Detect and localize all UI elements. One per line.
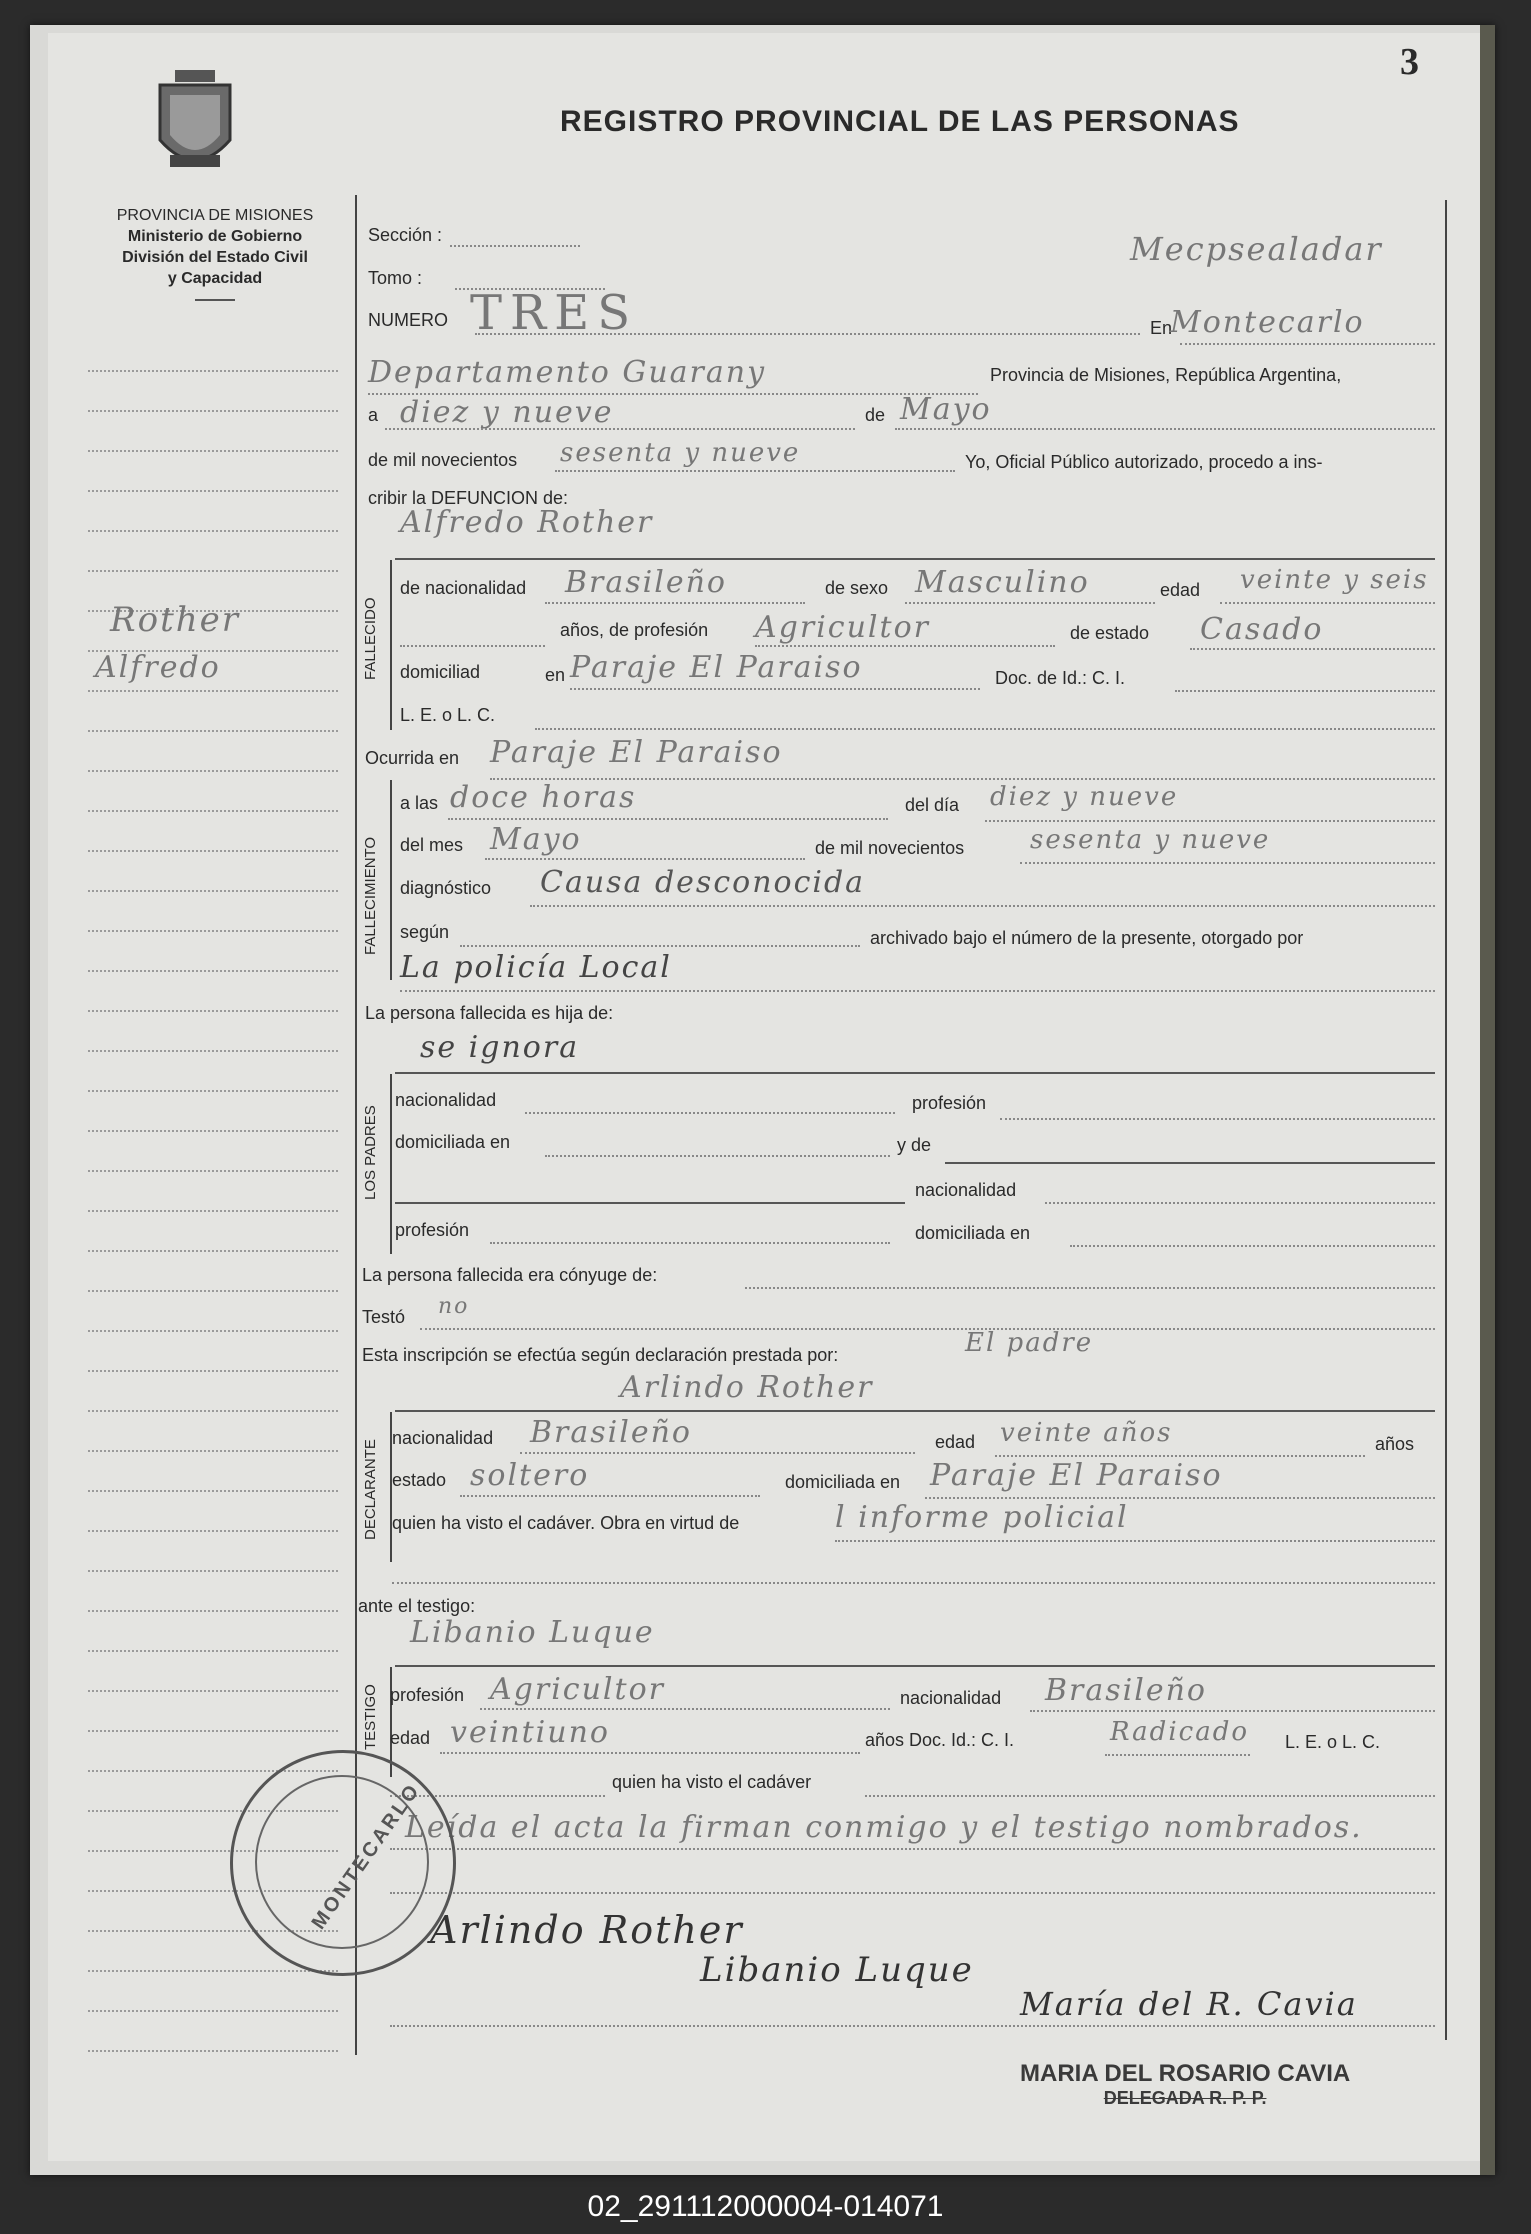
padre-domicilio-line bbox=[545, 1155, 890, 1157]
fallecido-nombre: Alfredo Rother bbox=[400, 505, 654, 540]
numero-line bbox=[475, 333, 1140, 335]
de-mil-nov-label: de mil novecientos bbox=[815, 838, 965, 858]
testigo-nacionalidad-label: nacionalidad bbox=[900, 1688, 1002, 1708]
dec-nacionalidad-value: Brasileño bbox=[530, 1415, 692, 1450]
issuer-province: PROVINCIA DE MISIONES bbox=[116, 207, 314, 224]
nacionalidad-line bbox=[545, 602, 805, 604]
dia-f-value: diez y nueve bbox=[990, 782, 1179, 812]
testo-value: no bbox=[438, 1294, 470, 1319]
anio-f-line bbox=[1020, 862, 1435, 864]
segun-line bbox=[460, 945, 860, 947]
dia-line bbox=[385, 428, 855, 430]
madre-rule bbox=[945, 1162, 1435, 1164]
dec-extra-line bbox=[392, 1582, 1435, 1584]
dec-edad-value: veinte años bbox=[1000, 1418, 1173, 1448]
dec-estado-label: estado bbox=[392, 1470, 447, 1490]
doc-id-label: Doc. de Id.: C. I. bbox=[995, 668, 1126, 688]
madre-nacionalidad-label: nacionalidad bbox=[915, 1180, 1017, 1200]
lugar-value: Montecarlo bbox=[1170, 305, 1365, 340]
diagnostico-label: diagnóstico bbox=[400, 878, 492, 898]
header-signature: Mecpsealadar bbox=[1130, 230, 1383, 268]
dec-edad-line bbox=[995, 1455, 1365, 1457]
testigo-rule bbox=[395, 1665, 1435, 1667]
yo-label: Yo, Oficial Público autorizado, procedo a ins- bbox=[965, 452, 1323, 472]
dec-estado-line bbox=[460, 1495, 760, 1497]
testigo-profesion-value: Agricultor bbox=[490, 1672, 665, 1707]
officer-stamp bbox=[1020, 2060, 1350, 2109]
right-border bbox=[1445, 200, 1447, 2040]
sexo-line bbox=[905, 602, 1155, 604]
ante-testigo-label: ante el testigo: bbox=[358, 1596, 476, 1616]
image-id-caption: 02_291112000004-014071 bbox=[587, 2190, 944, 2223]
signature-declarante: Arlindo Rother bbox=[430, 1908, 744, 1952]
madre-profesion-label: profesión bbox=[395, 1220, 470, 1240]
inscripcion-label: Esta inscripción se efectúa según declaración prestada por: bbox=[362, 1345, 839, 1365]
sexo-value: Masculino bbox=[915, 565, 1090, 600]
profesion-line bbox=[755, 645, 1055, 647]
testo-line bbox=[420, 1328, 1435, 1330]
declara-por-value: El padre bbox=[965, 1328, 1094, 1358]
testigo-doc-label: años Doc. Id.: C. I. bbox=[865, 1730, 1015, 1750]
cribir-label: cribir la DEFUNCION de: bbox=[368, 488, 569, 508]
book-spine bbox=[1480, 25, 1495, 2175]
side-label-padres: LOS PADRES bbox=[362, 1105, 379, 1200]
domicilio-line bbox=[570, 688, 980, 690]
edad-label: edad bbox=[1160, 580, 1201, 600]
anio-f-value: sesenta y nueve bbox=[1030, 825, 1271, 855]
profesion-value: Agricultor bbox=[755, 610, 930, 645]
leida-line2 bbox=[390, 1892, 1435, 1894]
side-label-testigo: TESTIGO bbox=[362, 1684, 379, 1750]
madre-name-rule bbox=[395, 1202, 905, 1204]
visto-t-line2 bbox=[865, 1795, 1435, 1797]
nombre-rule bbox=[395, 558, 1435, 560]
testigo-edad-value: veintiuno bbox=[450, 1715, 610, 1750]
dec-nacionalidad-line bbox=[520, 1452, 915, 1454]
numero-label: NUMERO bbox=[368, 310, 448, 330]
dec-domicilio-line bbox=[925, 1497, 1435, 1499]
madre-profesion-line bbox=[490, 1242, 890, 1244]
officer-name: MARIA DEL ROSARIO CAVIA bbox=[1020, 2060, 1351, 2087]
del-mes-label: del mes bbox=[400, 835, 464, 855]
lugar-line bbox=[1180, 343, 1435, 345]
page-number: 3 bbox=[1400, 41, 1419, 83]
mes-f-line bbox=[485, 858, 805, 860]
edad-line bbox=[1220, 602, 1435, 604]
en-label: En bbox=[1150, 318, 1173, 338]
de-label: de bbox=[865, 405, 886, 425]
dia-f-line bbox=[985, 820, 1435, 822]
dia-value: diez y nueve bbox=[400, 395, 614, 430]
dec-visto-label: quien ha visto el cadáver. Obra en virtud de bbox=[392, 1513, 740, 1533]
anos-prof-label: años, de profesión bbox=[560, 620, 709, 640]
segun-label: según bbox=[400, 922, 450, 942]
ocurrida-label: Ocurrida en bbox=[365, 748, 460, 768]
mes-value: Mayo bbox=[900, 392, 992, 427]
nacionalidad-value: Brasileño bbox=[565, 565, 727, 600]
anio-value: sesenta y nueve bbox=[560, 438, 801, 468]
testigo-value: Libanio Luque bbox=[410, 1615, 655, 1650]
signature-oficial: María del R. Cavia bbox=[1020, 1985, 1358, 2023]
hora-value: doce horas bbox=[450, 780, 637, 815]
y-de-label: y de bbox=[897, 1135, 932, 1155]
fallecimiento-bracket bbox=[390, 780, 392, 980]
tomo-label: Tomo : bbox=[368, 268, 423, 288]
leida-statement: Leída el acta la firman conmigo y el testigo nombrados. bbox=[405, 1810, 1363, 1845]
testigo-nacionalidad-line bbox=[1030, 1710, 1435, 1712]
conyuge-label: La persona fallecida era cónyuge de: bbox=[362, 1265, 658, 1285]
issuer-ministry: Ministerio de Gobierno bbox=[127, 228, 303, 245]
fallecido-bracket bbox=[390, 560, 392, 730]
declarante-rule bbox=[395, 1410, 1435, 1412]
madre-domicilio-line bbox=[1070, 1245, 1435, 1247]
margin-surname: Rother bbox=[110, 600, 241, 640]
sexo-label: de sexo bbox=[825, 578, 889, 598]
estado-line bbox=[1190, 648, 1435, 650]
dec-estado-value: soltero bbox=[470, 1458, 590, 1493]
mes-line bbox=[895, 428, 1435, 430]
padre-profesion-label: profesión bbox=[912, 1093, 987, 1113]
dec-nacionalidad-label: nacionalidad bbox=[392, 1428, 494, 1448]
visto-t-label: quien ha visto el cadáver bbox=[612, 1772, 812, 1792]
signature-testigo: Libanio Luque bbox=[700, 1950, 974, 1990]
issuer-divider bbox=[195, 299, 235, 301]
stamp-text: MONTECARLO bbox=[307, 1778, 425, 1934]
en2-label: en bbox=[545, 665, 566, 685]
seccion-label: Sección : bbox=[368, 225, 443, 245]
side-label-declarante: DECLARANTE bbox=[362, 1439, 379, 1540]
numero-value: TRES bbox=[470, 285, 639, 341]
le-lc-label: L. E. o L. C. bbox=[400, 705, 496, 725]
anio-line bbox=[555, 470, 955, 472]
dec-edad-label: edad bbox=[935, 1432, 976, 1452]
a-label: a bbox=[368, 405, 379, 425]
page-title: REGISTRO PROVINCIAL DE LAS PERSONAS bbox=[560, 105, 1240, 138]
testigo-edad-line bbox=[440, 1752, 860, 1754]
side-label-fallecido: FALLECIDO bbox=[362, 597, 379, 680]
otorgado-line bbox=[400, 990, 1435, 992]
dec-anos-label: años bbox=[1375, 1434, 1415, 1454]
del-dia-label: del día bbox=[905, 795, 960, 815]
testigo-nacionalidad-value: Brasileño bbox=[1045, 1673, 1207, 1708]
nacionalidad-label: de nacionalidad bbox=[400, 578, 527, 598]
padre-nacionalidad-line bbox=[525, 1112, 895, 1114]
dec-domicilio-value: Paraje El Paraiso bbox=[930, 1458, 1223, 1493]
edad-cont-line bbox=[400, 645, 545, 647]
testigo-doc-line bbox=[1105, 1754, 1250, 1756]
diagnostico-line bbox=[530, 905, 1435, 907]
seccion-line bbox=[450, 245, 580, 247]
issuer-division: División del Estado Civil bbox=[122, 249, 308, 266]
testigo-edad-label: edad bbox=[390, 1728, 431, 1748]
ocurrida-value: Paraje El Paraiso bbox=[490, 735, 783, 770]
padre-domicilio-label: domiciliada en bbox=[395, 1132, 511, 1152]
issuer-block bbox=[70, 205, 360, 301]
estado-value: Casado bbox=[1200, 612, 1324, 647]
mes-f-value: Mayo bbox=[490, 822, 582, 857]
margin-firstname: Alfredo bbox=[95, 650, 221, 685]
de-mil-label: de mil novecientos bbox=[368, 450, 518, 470]
padres-bracket bbox=[390, 1074, 392, 1254]
le-lc-line bbox=[535, 728, 1435, 730]
testigo-profesion-line bbox=[480, 1708, 890, 1710]
departamento-value: Departamento Guarany bbox=[368, 355, 767, 390]
madre-domicilio-label: domiciliada en bbox=[915, 1223, 1031, 1243]
hija-de-label: La persona fallecida es hija de: bbox=[365, 1003, 614, 1023]
madre-nacionalidad-line bbox=[1045, 1202, 1435, 1204]
conyuge-line bbox=[745, 1287, 1435, 1289]
testigo-profesion-label: profesión bbox=[390, 1685, 465, 1705]
declarante-value: Arlindo Rother bbox=[620, 1370, 874, 1405]
dec-domicilio-label: domiciliada en bbox=[785, 1472, 901, 1492]
domiciliad-label: domiciliad bbox=[400, 662, 481, 682]
padre-nacionalidad-label: nacionalidad bbox=[395, 1090, 497, 1110]
diagnostico-value: Causa desconocida bbox=[540, 865, 866, 900]
archivado-label: archivado bajo el número de la presente, otorgado por bbox=[870, 928, 1304, 948]
province-seal-icon bbox=[150, 70, 240, 180]
a-las-label: a las bbox=[400, 793, 439, 813]
hora-line bbox=[448, 818, 888, 820]
testo-label: Testó bbox=[362, 1307, 406, 1327]
otorgado-value: La policía Local bbox=[400, 950, 672, 985]
padres-value: se ignora bbox=[420, 1030, 580, 1065]
side-label-fallecimiento: FALLECIMIENTO bbox=[362, 836, 379, 955]
padre-profesion-line bbox=[1000, 1118, 1435, 1120]
doc-id-line bbox=[1175, 690, 1435, 692]
testigo-le-label: L. E. o L. C. bbox=[1285, 1732, 1381, 1752]
leida-line1 bbox=[390, 1848, 1435, 1850]
dec-virtud-line bbox=[835, 1540, 1435, 1542]
edad-value: veinte y seis bbox=[1240, 565, 1429, 595]
officer-role: DELEGADA R. P. P. bbox=[1103, 2088, 1267, 2108]
issuer-capacity: y Capacidad bbox=[167, 270, 263, 287]
padres-rule bbox=[395, 1072, 1435, 1074]
provincia-label: Provincia de Misiones, República Argentina, bbox=[990, 365, 1342, 385]
testigo-doc-value: Radicado bbox=[1110, 1717, 1249, 1747]
dec-virtud-value: l informe policial bbox=[835, 1500, 1129, 1535]
domicilio-value: Paraje El Paraiso bbox=[570, 650, 863, 685]
signature-line bbox=[390, 2025, 1435, 2027]
estado-label: de estado bbox=[1070, 623, 1150, 643]
